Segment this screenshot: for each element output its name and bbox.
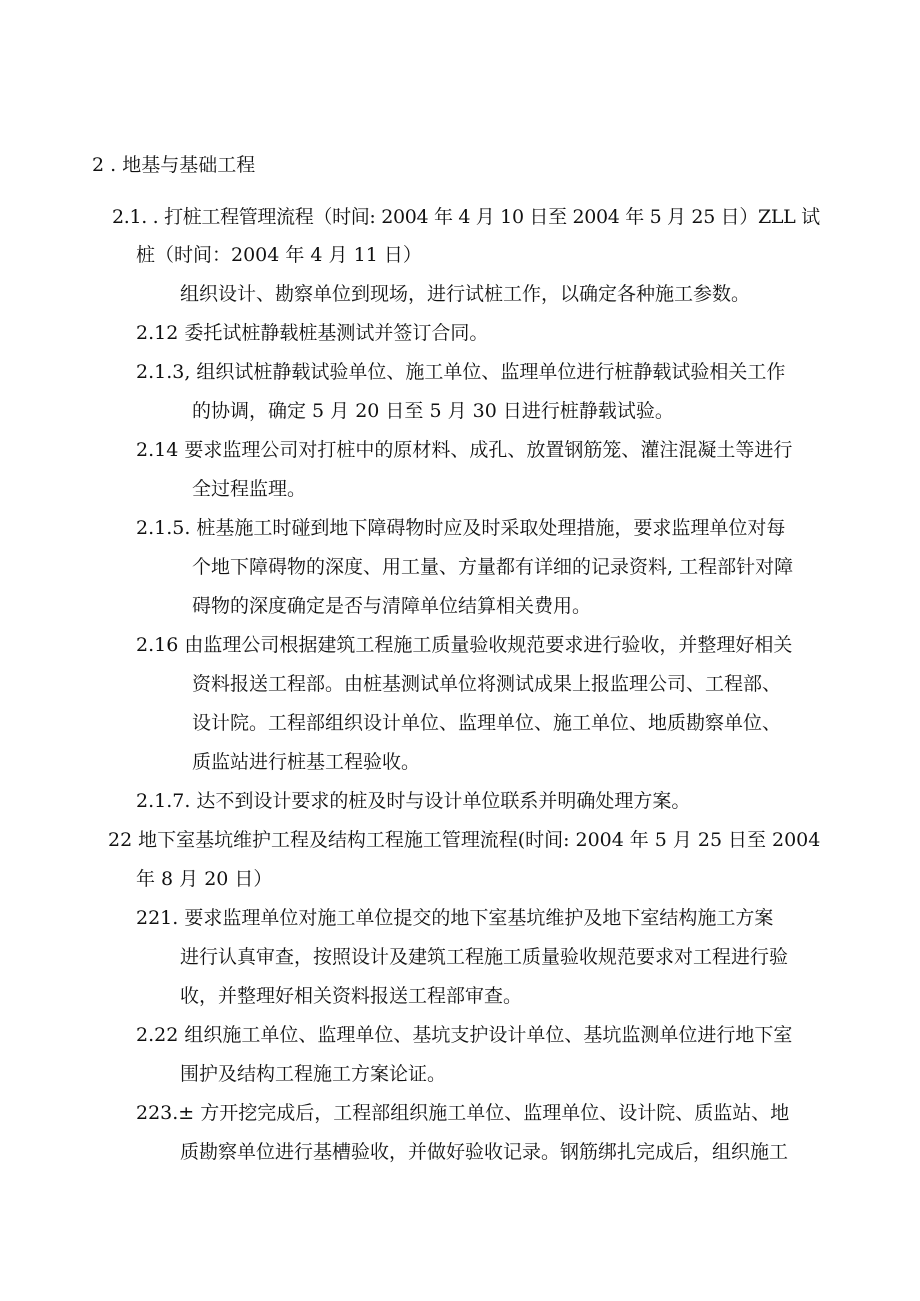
text-line: 2.1. . 打桩工程管理流程（时间: 2004 年 4 月 10 日至 2004 年 5 月 25 日）ZLL 试: [112, 206, 820, 228]
text-line: 22 地下室基坑维护工程及结构工程施工管理流程(时间: 2004 年 5 月 25 日至 2004: [108, 829, 821, 851]
text-line: 碍物的深度确定是否与清障单位结算相关费用。: [192, 595, 592, 617]
text-line: 2.14 要求监理公司对打桩中的原材料、成孔、放置钢筋笼、灌注混凝土等进行: [136, 439, 793, 461]
text-line: 收，并整理好相关资料报送工程部审查。: [180, 985, 523, 1007]
section-heading: 2 . 地基与基础工程: [92, 154, 256, 176]
text-line: 质监站进行桩基工程验收。: [192, 751, 421, 773]
text-line: 围护及结构工程施工方案论证。: [180, 1063, 447, 1085]
text-line: 进行认真审查，按照设计及建筑工程施工质量验收规范要求对工程进行验: [180, 946, 789, 968]
text-line: 223.± 方开挖完成后，工程部组织施工单位、监理单位、设计院、质监站、地: [136, 1102, 790, 1124]
text-line: 组织设计、勘察单位到现场，进行试桩工作，以确定各种施工参数。: [180, 283, 751, 305]
text-line: 2.1.3, 组织试桩静载试验单位、施工单位、监理单位进行桩静载试验相关工作: [136, 361, 786, 383]
text-line: 2.16 由监理公司根据建筑工程施工质量验收规范要求进行验收，并整理好相关: [136, 634, 793, 656]
text-line: 2.1.5. 桩基施工时碰到地下障碍物时应及时采取处理措施，要求监理单位对每: [136, 517, 786, 539]
text-line: 2.12 委托试桩静载桩基测试并签订合同。: [136, 322, 489, 344]
text-line: 2.22 组织施工单位、监理单位、基坑支护设计单位、基坑监测单位进行地下室: [136, 1024, 793, 1046]
text-line: 全过程监理。: [192, 478, 307, 500]
text-line: 221. 要求监理单位对施工单位提交的地下室基坑维护及地下室结构施工方案: [136, 907, 774, 929]
text-line: 年 8 月 20 日）: [136, 868, 273, 890]
text-line: 2.1.7. 达不到设计要求的桩及时与设计单位联系并明确处理方案。: [136, 790, 691, 812]
text-line: 个地下障碍物的深度、用工量、方量都有详细的记录资料, 工程部针对障: [192, 556, 794, 578]
text-line: 资料报送工程部。由桩基测试单位将测试成果上报监理公司、工程部、: [192, 673, 782, 695]
text-line: 质勘察单位进行基槽验收，并做好验收记录。钢筋绑扎完成后，组织施工: [180, 1141, 789, 1163]
text-line: 的协调，确定 5 月 20 日至 5 月 30 日进行桩静载试验。: [192, 400, 674, 422]
text-line: 设计院。工程部组织设计单位、监理单位、施工单位、地质勘察单位、: [192, 712, 782, 734]
text-line: 桩（时间：2004 年 4 月 11 日）: [136, 244, 422, 266]
